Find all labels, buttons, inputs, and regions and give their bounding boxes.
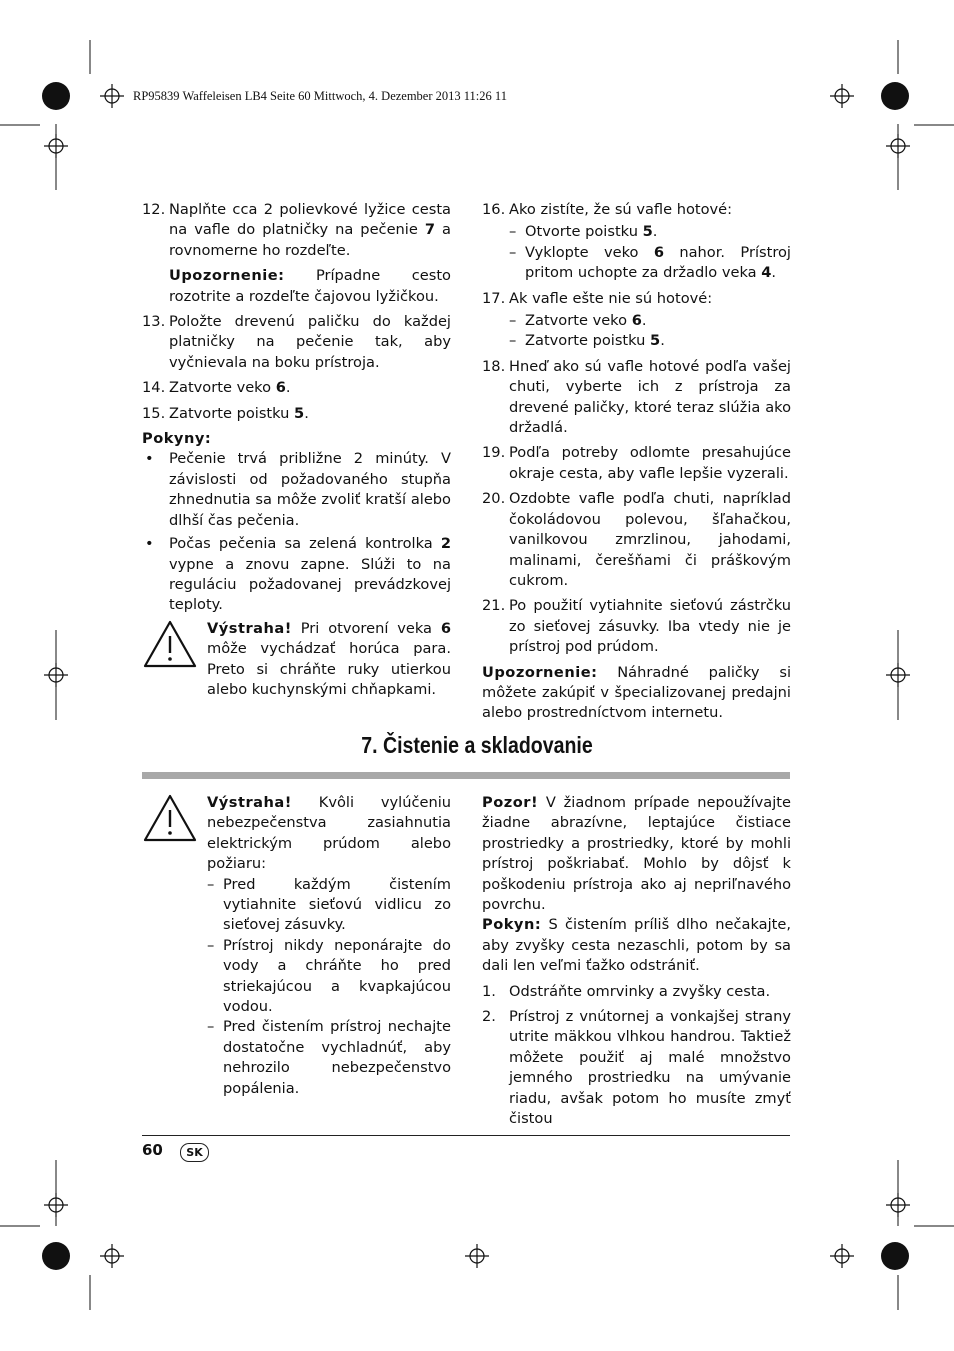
step-17-sublist — [482, 311, 791, 352]
right-top-column — [482, 200, 791, 724]
step-14: 14. Zatvorte veko 6. — [142, 379, 291, 397]
warning-triangle-icon — [142, 793, 198, 843]
section-rule — [142, 772, 790, 779]
step-19: 19. Podľa potreby odlomte presahujúce okraje cesta, aby vafle lepšie vyzerali. — [482, 444, 791, 482]
step-16: 16. Ako zistíte, že sú vafle hotové: — [482, 201, 733, 218]
warning-block: Výstraha! Pri otvorení veka 6 môže vychádzať horúca para. Preto si chráňte ruky utierkou alebo kuchynskými chňapkami. — [142, 619, 451, 701]
step-16-sublist — [482, 222, 791, 283]
sub-item: – Prístroj nikdy neponárajte do vody a chráňte ho pred striekajúcou a kvapkajúcou vodou. — [207, 936, 451, 1016]
pokyny-heading: Pokyny: — [142, 430, 212, 448]
pokyny-list — [142, 449, 451, 615]
pozor-note: Pozor! V žiadnom prípade nepoužívajte žiadne abrazívne, leptajúce čistiace prostriedky a prostriedky, ktoré by mohli prístroj poškriabať. Mohlo by dôjsť k poškodeniu prístroja ako aj nepriľnavého povrchu. — [482, 794, 791, 914]
note-replacement-sticks: Upozornenie: Náhradné paličky si môžete zakúpiť v špecializovanej predajni alebo prostredníctvom internetu. — [482, 663, 791, 722]
sub-item: – Pred čistením prístroj nechajte dostatočne vychladnúť, aby nehrozilo nebezpečenstvo popálenia. — [207, 1018, 451, 1097]
clean-step-2: 2. Prístroj z vnútornej a vonkajšej strany utrite mäkkou vlhkou handrou. Taktiež môžete použiť aj malé množstvo jemného prostriedku na umývanie riadu, avšak potom ho musíte zmyť čistou — [482, 1008, 791, 1128]
sub-item: – Otvorte poistku 5. — [509, 223, 658, 241]
step-12: 12. Naplňte cca 2 polievkové lyžice cesta na vafle do platničky na pečenie 7 a rovnomerne ho rozdeľte. — [142, 201, 451, 259]
cleaning-warning: Výstraha! Kvôli vylúčeniu nebezpečenstva zasiahnutia elektrickým prúdom alebo požiaru: – Pred každým čistením vytiahnite sieťovú vidlicu zo sieťovej zásuvky. – Prístroj nikdy neponárajte do vody a chráňte ho pred striekajúcou a kvapkajúcou vodou. – Pred čistením prístroj nechajte dostatočne vychladnúť, aby nehrozilo nebezpečenstvo popálenia. — [142, 793, 451, 1099]
step-21: 21. Po použití vytiahnite sieťovú zástrčku zo sieťovej zásuvky. Iba vtedy nie je prístroj pod prúdom. — [482, 597, 791, 656]
right-bottom-column — [482, 793, 791, 1135]
clean-step-1: 1. Odstráňte omrvinky a zvyšky cesta. — [482, 982, 771, 1000]
note-upozornenie: Upozornenie: Prípadne cesto rozotrite a rozdeľte čajovou lyžičkou. — [169, 267, 451, 305]
step-13: 13. Položte drevenú paličku do každej platničky na pečenie tak, aby vyčnievala na boku prístroja. — [142, 313, 451, 371]
step-17: 17. Ak vafle ešte nie sú hotové: — [482, 289, 713, 307]
step-15: 15. Zatvorte poistku 5. — [142, 404, 309, 422]
pokyn-note: Pokyn: S čistením príliš dlho nečakajte, aby zvyšky cesta nezaschli, potom by sa dali len veľmi ťažko odstrániť. — [482, 916, 791, 975]
page-number: 60 — [142, 1141, 163, 1159]
footer-rule — [142, 1135, 790, 1136]
step-18: 18. Hneď ako sú vafle hotové podľa vašej chuti, vyberte ich z prístroja za drevené paličky, ktoré teraz slúžia ako držadlá. — [482, 357, 791, 437]
bullet-item: • Počas pečenia sa zelená kontrolka 2 vypne a znovu zapne. Slúži to na reguláciu požadovanej prevádzkovej teploty. — [145, 535, 451, 614]
print-header: RP95839 Waffeleisen LB4 Seite 60 Mittwoch, 4. Dezember 2013 11:26 11 — [133, 89, 507, 103]
sub-item: – Zatvorte veko 6. — [509, 312, 647, 330]
sub-item: – Vyklopte veko 6 nahor. Prístroj pritom uchopte za držadlo veka 4. — [509, 243, 791, 282]
sub-item: – Pred každým čistením vytiahnite sieťovú vidlicu zo sieťovej zásuvky. — [207, 875, 451, 934]
language-badge: SK — [180, 1143, 209, 1162]
sub-item: – Zatvorte poistku 5. — [509, 332, 665, 350]
left-top-column — [142, 200, 451, 700]
bullet-item: • Pečenie trvá približne 2 minúty. V závislosti od požadovaného stupňa zhnednutia sa môže zvoliť kratší alebo dlhší čas pečenia. — [145, 450, 451, 529]
warning-triangle-icon — [142, 619, 198, 669]
step-20: 20. Ozdobte vafle podľa chuti, napríklad čokoládovou polevou, šľahačkou, vanilkovou zmrzlinou, jahodami, malinami, čerešňami či práškovým cukrom. — [482, 490, 791, 589]
left-bottom-column — [142, 793, 451, 1099]
section-title: 7. Čistenie a skladovanie — [361, 732, 593, 758]
